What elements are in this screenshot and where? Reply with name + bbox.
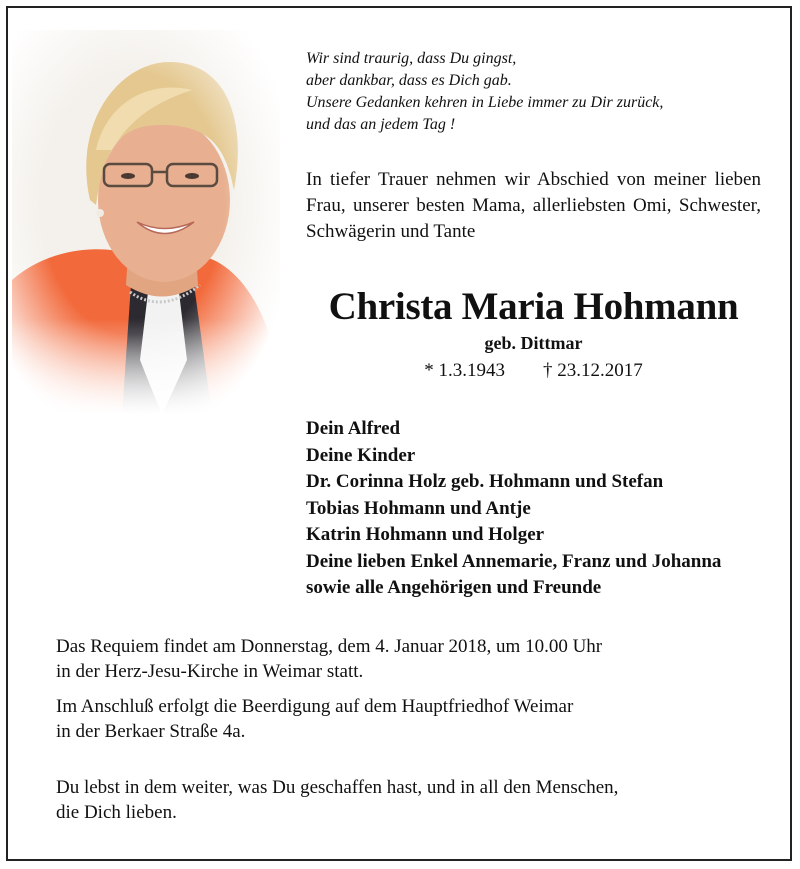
mourner-line: Tobias Hohmann und Antje [306, 497, 531, 519]
mourner-line: Dein Alfred [306, 418, 401, 439]
intro-text: In tiefer Trauer nehmen wir Abschied von meiner lieben Frau, unserer besten Mama, allerliebsten Omi, Schwester, Schwägerin und Tante [306, 169, 761, 242]
mourner-line: sowie alle Angehörigen und Freunde [306, 577, 602, 598]
requiem-line: in der Herz-Jesu-Kirche in Weimar statt. [56, 661, 364, 682]
burial-line: in der Berkaer Straße 4a. [56, 721, 246, 742]
requiem-notice [56, 634, 602, 684]
poem-line: aber dankbar, dass es Dich gab. [306, 72, 512, 89]
poem-line: und das an jedem Tag ! [306, 116, 456, 133]
closing-quote [56, 775, 618, 825]
life-dates [306, 360, 761, 382]
memorial-poem [306, 48, 663, 136]
burial-notice [56, 694, 573, 744]
mourner-line: Dr. Corinna Holz geb. Hohmann und Stefan [306, 471, 664, 492]
death-date: † 23.12.2017 [543, 360, 643, 381]
portrait-photo [12, 30, 280, 415]
burial-line: Im Anschluß erfolgt die Beerdigung auf dem Hauptfriedhof Weimar [56, 696, 574, 717]
mourner-line: Katrin Hohmann und Holger [306, 524, 545, 545]
poem-line: Wir sind traurig, dass Du gingst, [306, 50, 517, 67]
mourner-line: Deine Kinder [306, 444, 416, 466]
closing-line: Du lebst in dem weiter, was Du geschaffen hast, und in all den Menschen, [56, 777, 619, 798]
poem-line: Unsere Gedanken kehren in Liebe immer zu Dir zurück, [306, 94, 664, 111]
requiem-line: Das Requiem findet am Donnerstag, dem 4. Januar 2018, um 10.00 Uhr [56, 636, 603, 657]
birth-date: * 1.3.1943 [424, 360, 505, 381]
deceased-name: Christa Maria Hohmann [328, 285, 739, 328]
mourner-line: Deine lieben Enkel Annemarie, Franz und Johanna [306, 550, 722, 572]
maiden-name: geb. Dittmar [484, 333, 583, 353]
closing-line: die Dich lieben. [56, 802, 177, 823]
mourners-list [306, 416, 721, 602]
